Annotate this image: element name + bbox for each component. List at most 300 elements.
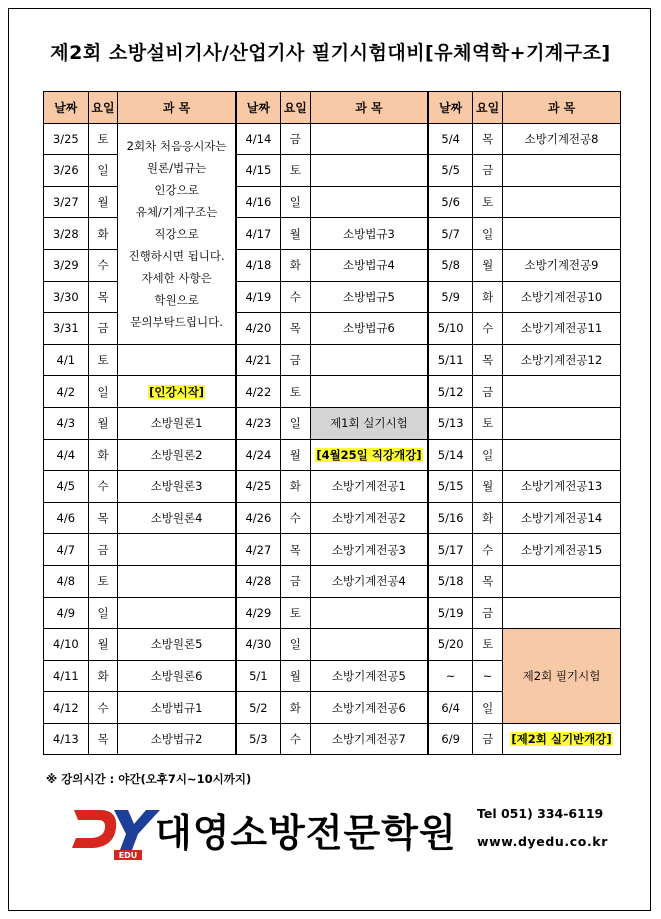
day-cell-text: 목 xyxy=(289,542,301,557)
day-cell xyxy=(88,155,118,187)
subject-cell-text: 소방법규1 xyxy=(150,700,203,715)
day-cell-text: 일 xyxy=(289,637,301,652)
date-cell xyxy=(44,439,89,471)
subject-cell xyxy=(118,629,236,661)
day-cell-text: 월 xyxy=(289,447,301,462)
day-cell-text: 목 xyxy=(97,289,109,304)
subject-cell-text: 소방기계전공11 xyxy=(520,321,603,336)
day-cell xyxy=(473,471,503,503)
day-cell-text: 수 xyxy=(289,289,301,304)
date-cell-text: 5/20 xyxy=(437,637,464,652)
logo-sub-text: EDU xyxy=(118,851,138,860)
subject-cell-text: 소방기계전공14 xyxy=(520,511,603,526)
table-row xyxy=(44,502,621,534)
subject-cell xyxy=(503,123,621,155)
date-cell xyxy=(236,692,281,724)
day-cell-text: 목 xyxy=(482,353,494,368)
day-cell xyxy=(88,218,118,250)
date-cell-text: 5/5 xyxy=(441,163,460,178)
table-row xyxy=(44,344,621,376)
date-cell xyxy=(428,155,473,187)
date-cell-text: 3/25 xyxy=(52,131,79,146)
day-cell xyxy=(280,502,310,534)
subject-cell-text: 소방원론4 xyxy=(150,511,203,526)
date-cell-text: 5/13 xyxy=(437,416,464,431)
day-cell xyxy=(473,313,503,345)
day-cell xyxy=(473,186,503,218)
date-cell xyxy=(44,123,89,155)
date-cell-text: 4/21 xyxy=(245,353,272,368)
date-cell xyxy=(428,313,473,345)
day-cell xyxy=(473,723,503,755)
date-cell xyxy=(44,534,89,566)
dy-logo-icon xyxy=(70,800,160,860)
date-cell xyxy=(236,660,281,692)
date-cell xyxy=(428,692,473,724)
table-row xyxy=(44,565,621,597)
day-cell xyxy=(473,565,503,597)
subject-cell xyxy=(310,344,428,376)
date-cell xyxy=(44,313,89,345)
day-cell-text: 수 xyxy=(482,321,494,336)
date-cell xyxy=(44,376,89,408)
day-cell xyxy=(88,597,118,629)
date-cell-text: 5/18 xyxy=(437,574,464,589)
subject-cell xyxy=(118,407,236,439)
date-cell-text: 4/25 xyxy=(245,479,272,494)
day-cell xyxy=(473,249,503,281)
subject-cell xyxy=(310,313,428,345)
date-cell-text: 4/6 xyxy=(56,511,76,526)
day-cell xyxy=(88,660,118,692)
date-cell-text: 4/4 xyxy=(56,447,76,462)
date-cell-text: 4/1 xyxy=(56,353,76,368)
date-cell xyxy=(44,155,89,187)
date-cell xyxy=(428,281,473,313)
subject-cell xyxy=(503,344,621,376)
subject-cell xyxy=(310,249,428,281)
date-cell-text: 6/4 xyxy=(441,700,460,715)
day-cell-text: 토 xyxy=(289,163,301,178)
date-cell-text: 4/27 xyxy=(245,542,272,557)
date-cell xyxy=(236,502,281,534)
date-cell-text: 3/31 xyxy=(52,321,79,336)
day-cell-text: 월 xyxy=(97,195,109,210)
date-cell-text: 4/10 xyxy=(52,637,79,652)
day-cell xyxy=(88,723,118,755)
subject-cell xyxy=(503,439,621,471)
day-cell-text: 수 xyxy=(289,732,301,747)
date-cell-text: 4/24 xyxy=(245,447,272,462)
table-row xyxy=(44,123,621,155)
date-cell-text: 5/3 xyxy=(249,732,268,747)
subject-cell-text: 소방원론2 xyxy=(150,447,203,462)
day-cell-text: 금 xyxy=(289,353,301,368)
subject-cell xyxy=(118,660,236,692)
date-cell-text: 4/28 xyxy=(245,574,272,589)
day-cell xyxy=(88,313,118,345)
date-cell xyxy=(236,123,281,155)
date-cell-text: 4/29 xyxy=(245,605,272,620)
day-cell-text: 수 xyxy=(97,258,109,273)
day-cell xyxy=(280,281,310,313)
day-cell-text: 화 xyxy=(289,479,301,494)
date-cell-text: 3/27 xyxy=(52,195,79,210)
subject-cell xyxy=(310,407,428,439)
date-cell xyxy=(428,723,473,755)
date-cell xyxy=(428,123,473,155)
date-cell xyxy=(428,660,473,692)
second-exam-cell xyxy=(503,629,621,724)
subject-cell-text: 소방원론3 xyxy=(150,479,203,494)
day-cell xyxy=(473,629,503,661)
date-cell xyxy=(428,565,473,597)
day-cell xyxy=(280,249,310,281)
subject-cell-text: 소방기계전공4 xyxy=(331,574,406,589)
date-cell xyxy=(428,439,473,471)
day-cell xyxy=(473,123,503,155)
date-cell xyxy=(44,344,89,376)
header-date: 날짜 xyxy=(44,92,89,124)
day-cell xyxy=(88,439,118,471)
date-cell-text: 5/8 xyxy=(441,258,460,273)
date-cell-text: 5/19 xyxy=(437,605,464,620)
subject-cell xyxy=(503,565,621,597)
telephone: Tel 051) 334-6119 xyxy=(477,806,604,821)
table-row xyxy=(44,534,621,566)
header-day: 요일 xyxy=(280,92,310,124)
table-row xyxy=(44,723,621,755)
date-cell xyxy=(236,313,281,345)
day-cell xyxy=(473,376,503,408)
subject-cell-text: 소방기계전공6 xyxy=(331,700,406,715)
subject-cell-text: 소방기계전공9 xyxy=(524,258,599,273)
date-cell xyxy=(428,502,473,534)
day-cell-text: 화 xyxy=(482,511,494,526)
day-cell-text: 월 xyxy=(482,479,494,494)
subject-cell xyxy=(310,218,428,250)
subject-cell-text: 소방기계전공5 xyxy=(331,668,406,683)
date-cell xyxy=(44,186,89,218)
day-cell-text: 토 xyxy=(97,353,109,368)
subject-cell xyxy=(310,281,428,313)
day-cell xyxy=(280,471,310,503)
day-cell xyxy=(280,186,310,218)
subject-cell xyxy=(118,692,236,724)
subject-cell xyxy=(118,439,236,471)
subject-cell xyxy=(118,376,236,408)
date-cell xyxy=(236,565,281,597)
header-subject: 과 목 xyxy=(118,92,236,124)
date-cell xyxy=(236,218,281,250)
day-cell xyxy=(88,281,118,313)
day-cell-text: 토 xyxy=(97,574,109,589)
date-cell-text: 5/17 xyxy=(437,542,464,557)
table-row xyxy=(44,407,621,439)
subject-cell xyxy=(503,723,621,755)
date-cell-text: 5/10 xyxy=(437,321,464,336)
date-cell-text: 4/12 xyxy=(52,700,79,715)
day-cell-text: 화 xyxy=(482,289,494,304)
date-cell-text: 5/2 xyxy=(249,700,268,715)
date-cell xyxy=(428,534,473,566)
day-cell-text: ~ xyxy=(482,668,493,683)
day-cell-text: 금 xyxy=(482,163,494,178)
subject-cell-text: 소방기계전공2 xyxy=(331,511,406,526)
day-cell-text: 월 xyxy=(289,668,301,683)
subject-cell xyxy=(310,723,428,755)
subject-cell xyxy=(503,407,621,439)
date-cell-text: 4/9 xyxy=(56,605,76,620)
day-cell-text: 토 xyxy=(482,195,494,210)
subject-cell xyxy=(310,471,428,503)
day-cell-text: 금 xyxy=(97,542,109,557)
subject-cell-text: 소방기계전공13 xyxy=(520,479,603,494)
subject-cell-text: 소방기계전공15 xyxy=(520,542,603,557)
day-cell-text: 일 xyxy=(289,416,301,431)
subject-cell xyxy=(503,281,621,313)
date-cell-text: 4/3 xyxy=(56,416,76,431)
subject-cell xyxy=(310,439,428,471)
date-cell xyxy=(236,597,281,629)
notice-line: 직강으로 xyxy=(154,226,199,241)
date-cell-text: 5/4 xyxy=(441,131,460,146)
date-cell-text: 6/9 xyxy=(441,732,460,747)
day-cell-text: 수 xyxy=(97,479,109,494)
date-cell-text: 4/18 xyxy=(245,258,272,273)
day-cell-text: 일 xyxy=(482,447,494,462)
day-cell xyxy=(88,344,118,376)
subject-cell xyxy=(503,471,621,503)
day-cell-text: 금 xyxy=(482,605,494,620)
date-cell xyxy=(44,471,89,503)
day-cell-text: 수 xyxy=(289,511,301,526)
subject-cell xyxy=(310,155,428,187)
day-cell-text: 목 xyxy=(97,732,109,747)
date-cell xyxy=(44,407,89,439)
date-cell xyxy=(44,218,89,250)
day-cell xyxy=(88,502,118,534)
notice-line: 유체/기계구조는 xyxy=(135,204,218,219)
day-cell-text: 금 xyxy=(482,384,494,399)
date-cell xyxy=(236,534,281,566)
day-cell-text: 일 xyxy=(482,226,494,241)
day-cell xyxy=(88,534,118,566)
day-cell xyxy=(280,376,310,408)
date-cell-text: 4/14 xyxy=(245,131,272,146)
day-cell xyxy=(280,629,310,661)
day-cell xyxy=(88,471,118,503)
date-cell xyxy=(44,723,89,755)
day-cell xyxy=(280,313,310,345)
subject-cell-text: 소방원론6 xyxy=(150,668,203,683)
day-cell xyxy=(473,502,503,534)
subject-cell xyxy=(310,376,428,408)
subject-cell-text: [인강시작] xyxy=(149,384,205,399)
date-cell-text: 4/13 xyxy=(52,732,79,747)
date-cell xyxy=(236,344,281,376)
subject-cell-text: 소방법규3 xyxy=(343,226,395,241)
day-cell xyxy=(88,123,118,155)
date-cell xyxy=(428,629,473,661)
day-cell xyxy=(280,534,310,566)
day-cell-text: 목 xyxy=(289,321,301,336)
date-cell xyxy=(44,660,89,692)
date-cell-text: 5/1 xyxy=(249,668,268,683)
subject-cell xyxy=(310,629,428,661)
day-cell xyxy=(473,281,503,313)
day-cell xyxy=(473,534,503,566)
date-cell xyxy=(428,376,473,408)
day-cell-text: 수 xyxy=(482,542,494,557)
date-cell-text: 4/8 xyxy=(56,574,76,589)
subject-cell xyxy=(503,313,621,345)
date-cell xyxy=(236,723,281,755)
subject-cell-text: 제1회 실기시험 xyxy=(330,416,408,431)
date-cell xyxy=(236,439,281,471)
subject-cell-text: 소방법규4 xyxy=(343,258,395,273)
date-cell-text: ~ xyxy=(445,668,456,683)
date-cell-text: 4/30 xyxy=(245,637,272,652)
day-cell-text: 목 xyxy=(97,511,109,526)
day-cell-text: 토 xyxy=(97,131,109,146)
date-cell xyxy=(44,565,89,597)
day-cell xyxy=(88,629,118,661)
date-cell xyxy=(236,376,281,408)
day-cell xyxy=(88,407,118,439)
day-cell-text: 월 xyxy=(289,226,301,241)
date-cell-text: 4/16 xyxy=(245,195,272,210)
day-cell-text: 일 xyxy=(97,163,109,178)
subject-cell xyxy=(503,249,621,281)
day-cell-text: 토 xyxy=(289,605,301,620)
day-cell xyxy=(280,660,310,692)
day-cell-text: 일 xyxy=(482,700,494,715)
subject-cell xyxy=(503,155,621,187)
schedule-table xyxy=(43,91,621,755)
day-cell-text: 토 xyxy=(289,384,301,399)
date-cell xyxy=(44,629,89,661)
subject-cell-text: 소방법규2 xyxy=(150,732,203,747)
date-cell xyxy=(236,155,281,187)
date-cell-text: 5/14 xyxy=(437,447,464,462)
day-cell xyxy=(280,692,310,724)
day-cell xyxy=(473,439,503,471)
day-cell xyxy=(280,344,310,376)
page-title: 제2회 소방설비기사/산업기사 필기시험대비[유체역학+기계구조] xyxy=(50,42,611,64)
day-cell xyxy=(88,186,118,218)
date-cell xyxy=(428,407,473,439)
header-row xyxy=(44,92,621,124)
header-subject: 과 목 xyxy=(503,92,621,124)
notice-line: 진행하시면 됩니다. xyxy=(128,248,225,263)
day-cell xyxy=(280,155,310,187)
day-cell-text: 금 xyxy=(289,131,301,146)
date-cell-text: 4/7 xyxy=(56,542,76,557)
date-cell-text: 4/17 xyxy=(245,226,272,241)
subject-cell xyxy=(118,565,236,597)
date-cell-text: 4/2 xyxy=(56,384,76,399)
date-cell xyxy=(44,502,89,534)
date-cell xyxy=(236,186,281,218)
subject-cell-text: 소방기계전공7 xyxy=(331,732,406,747)
date-cell-text: 4/23 xyxy=(245,416,272,431)
date-cell xyxy=(236,281,281,313)
date-cell xyxy=(236,471,281,503)
date-cell xyxy=(428,597,473,629)
date-cell xyxy=(428,471,473,503)
date-cell-text: 5/16 xyxy=(437,511,464,526)
day-cell-text: 목 xyxy=(482,574,494,589)
day-cell-text: 화 xyxy=(97,668,109,683)
subject-cell xyxy=(118,534,236,566)
date-cell-text: 5/7 xyxy=(441,226,460,241)
date-cell xyxy=(428,344,473,376)
notice-line: 2회차 처음응시자는 xyxy=(126,138,227,153)
date-cell xyxy=(44,692,89,724)
subject-cell-text: [4월25일 직강개강] xyxy=(316,447,422,462)
table-row xyxy=(44,439,621,471)
day-cell-text: 월 xyxy=(482,258,494,273)
day-cell-text: 일 xyxy=(97,384,109,399)
date-cell-text: 5/11 xyxy=(437,353,464,368)
date-cell-text: 3/29 xyxy=(52,258,79,273)
day-cell-text: 일 xyxy=(97,605,109,620)
subject-cell xyxy=(310,534,428,566)
table-row xyxy=(44,597,621,629)
subject-cell xyxy=(310,123,428,155)
subject-cell xyxy=(118,597,236,629)
header-date: 날짜 xyxy=(236,92,281,124)
day-cell xyxy=(280,407,310,439)
date-cell-text: 4/26 xyxy=(245,511,272,526)
date-cell-text: 4/20 xyxy=(245,321,272,336)
subject-cell-text: 소방기계전공3 xyxy=(331,542,406,557)
day-cell xyxy=(280,597,310,629)
day-cell-text: 화 xyxy=(289,258,301,273)
subject-cell xyxy=(503,218,621,250)
subject-cell xyxy=(118,723,236,755)
subject-cell-text: 소방기계전공8 xyxy=(524,131,599,146)
day-cell-text: 화 xyxy=(97,226,109,241)
notice-line: 문의부탁드립니다. xyxy=(130,314,223,329)
day-cell-text: 화 xyxy=(289,700,301,715)
subject-cell xyxy=(503,186,621,218)
date-cell xyxy=(236,249,281,281)
day-cell xyxy=(473,660,503,692)
date-cell xyxy=(428,186,473,218)
academy-name: 대영소방전문학원 xyxy=(155,811,457,855)
subject-cell xyxy=(310,565,428,597)
day-cell xyxy=(473,218,503,250)
day-cell xyxy=(280,123,310,155)
date-cell xyxy=(44,249,89,281)
day-cell xyxy=(280,565,310,597)
day-cell-text: 월 xyxy=(97,637,109,652)
day-cell xyxy=(88,692,118,724)
subject-cell-text: [제2회 실기반개강] xyxy=(511,732,612,747)
subject-cell xyxy=(310,502,428,534)
subject-cell xyxy=(118,471,236,503)
day-cell xyxy=(88,565,118,597)
website-link[interactable]: www.dyedu.co.kr xyxy=(477,834,608,849)
day-cell xyxy=(473,597,503,629)
notice-line: 원론/법규는 xyxy=(146,160,207,175)
day-cell xyxy=(88,249,118,281)
date-cell-text: 5/6 xyxy=(441,195,460,210)
day-cell-text: 금 xyxy=(482,732,494,747)
subject-cell-text: 소방기계전공12 xyxy=(520,353,603,368)
